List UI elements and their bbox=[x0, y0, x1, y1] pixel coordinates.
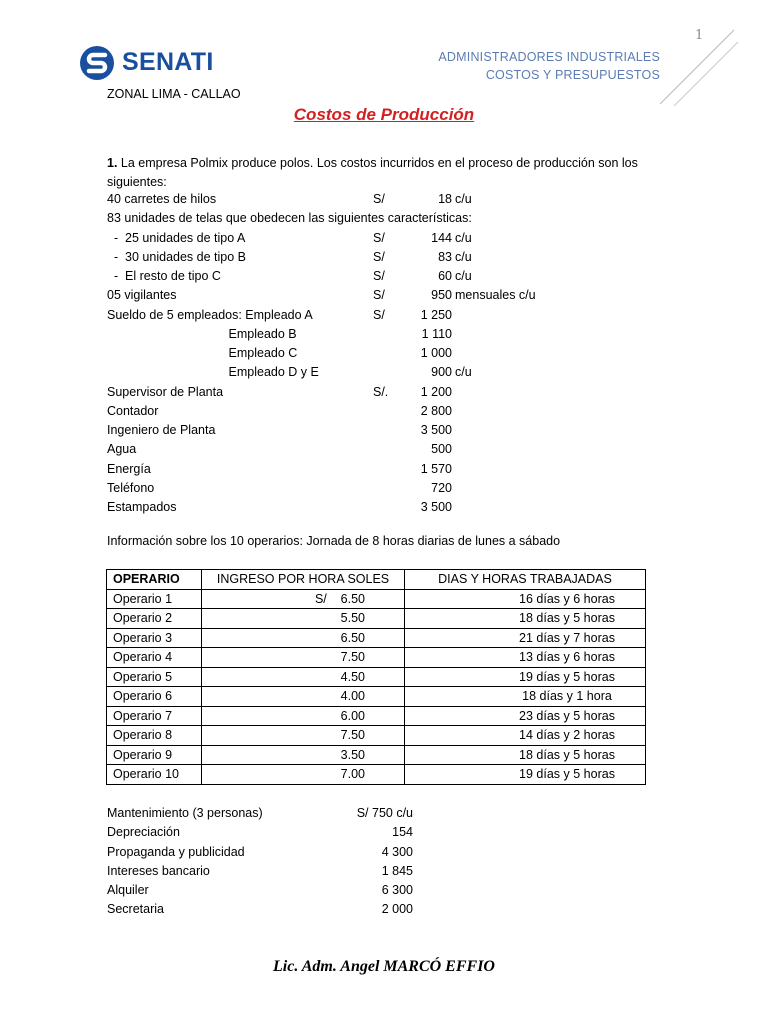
cost-label: - El resto de tipo C bbox=[107, 269, 221, 283]
other-cost-label: Secretaria bbox=[107, 902, 164, 917]
senati-emblem-icon bbox=[78, 44, 116, 82]
cost-label: Sueldo de 5 empleados: Empleado A bbox=[107, 307, 313, 322]
cost-unit: mensuales c/u bbox=[455, 288, 536, 303]
days-hours: 18 días y 5 horas bbox=[405, 609, 646, 629]
hourly-wage bbox=[202, 745, 405, 765]
hourly-wage bbox=[202, 667, 405, 687]
days-hours: 19 días y 5 horas bbox=[405, 765, 646, 785]
hourly-wage-value: 6.00 bbox=[340, 708, 365, 723]
page-title: Costos de Producción bbox=[293, 105, 475, 124]
cost-value: 18 bbox=[438, 192, 452, 206]
cost-row bbox=[0, 345, 768, 364]
cost-value: 1 110 bbox=[421, 326, 452, 341]
problem-statement bbox=[107, 154, 667, 192]
days-hours: 13 días y 6 horas bbox=[405, 648, 646, 668]
operario-name: Operario 7 bbox=[107, 706, 202, 726]
cost-row bbox=[0, 287, 768, 306]
operators-info: Información sobre los 10 operarios: Jornada de 8 horas diarias de lunes a sábado bbox=[107, 534, 561, 548]
hourly-wage bbox=[202, 726, 405, 746]
hourly-wage-value: 7.00 bbox=[340, 767, 365, 782]
cost-row bbox=[0, 441, 768, 460]
cost-value: 1 200 bbox=[420, 384, 452, 399]
cost-label: Agua bbox=[107, 442, 137, 457]
hourly-wage-value: S/ 6.50 bbox=[314, 591, 365, 606]
cost-row bbox=[0, 364, 768, 383]
operario-name: Operario 2 bbox=[107, 609, 202, 629]
problem-number: 1. bbox=[107, 156, 118, 170]
other-cost-label: Propaganda y publicidad bbox=[107, 844, 245, 859]
operario-name: Operario 4 bbox=[107, 648, 202, 668]
other-cost-label: Mantenimiento (3 personas) bbox=[107, 806, 263, 820]
cost-value: 720 bbox=[431, 480, 452, 495]
hourly-wage bbox=[202, 687, 405, 707]
other-cost-row bbox=[0, 805, 768, 824]
cost-row bbox=[0, 384, 768, 403]
cost-label: Estampados bbox=[107, 500, 177, 514]
cost-row bbox=[0, 249, 768, 268]
days-hours: 18 días y 1 hora bbox=[405, 687, 646, 707]
header-course-info bbox=[438, 48, 660, 84]
page-number: 1 bbox=[695, 28, 704, 43]
cost-label: Teléfono bbox=[107, 480, 155, 495]
cost-label: - 25 unidades de tipo A bbox=[107, 230, 246, 245]
cost-unit: c/u bbox=[455, 269, 472, 283]
cost-label: Contador bbox=[107, 403, 159, 418]
other-cost-value: 2 000 bbox=[381, 902, 413, 917]
operario-name: Operario 9 bbox=[107, 745, 202, 765]
cost-value: 144 bbox=[431, 230, 452, 245]
cost-value: 60 bbox=[438, 269, 452, 283]
cost-currency: S/ bbox=[373, 230, 385, 245]
hourly-wage-value: 7.50 bbox=[340, 728, 365, 743]
cost-currency: S/ bbox=[373, 269, 385, 283]
other-cost-label: Intereses bancario bbox=[107, 863, 210, 878]
cost-currency: S/ bbox=[373, 249, 385, 264]
table-row bbox=[107, 609, 646, 629]
hourly-wage-value: 5.50 bbox=[340, 611, 365, 626]
table-row bbox=[107, 745, 646, 765]
author-signature: Lic. Adm. Angel MARCÓ EFFIO bbox=[273, 958, 495, 975]
other-cost-value: S/ 750 c/u bbox=[356, 806, 413, 820]
cost-unit: c/u bbox=[455, 192, 472, 206]
cost-value: 3 500 bbox=[420, 423, 452, 437]
cost-currency: S/ bbox=[373, 288, 385, 303]
header-line-2: COSTOS Y PRESUPUESTOS bbox=[485, 68, 660, 82]
other-cost-value: 6 300 bbox=[381, 883, 413, 897]
cost-row bbox=[0, 191, 768, 210]
other-cost-row bbox=[0, 844, 768, 863]
hourly-wage-value: 6.50 bbox=[340, 630, 365, 645]
cost-currency: S/ bbox=[373, 307, 385, 322]
hourly-wage-value: 4.00 bbox=[340, 689, 365, 704]
table-row bbox=[107, 706, 646, 726]
operario-name: Operario 10 bbox=[107, 765, 202, 785]
cost-unit: c/u bbox=[455, 249, 472, 264]
hourly-wage-value: 3.50 bbox=[340, 747, 365, 762]
days-hours: 14 días y 2 horas bbox=[405, 726, 646, 746]
cost-value: 900 bbox=[431, 365, 452, 380]
cost-row bbox=[0, 230, 768, 249]
cost-label: 05 vigilantes bbox=[107, 288, 177, 303]
cost-row bbox=[0, 326, 768, 345]
days-hours: 16 días y 6 horas bbox=[405, 589, 646, 609]
days-hours: 19 días y 5 horas bbox=[405, 667, 646, 687]
hourly-wage bbox=[202, 609, 405, 629]
cost-row bbox=[0, 268, 768, 287]
senati-logo bbox=[78, 44, 214, 82]
days-hours: 23 días y 5 horas bbox=[405, 706, 646, 726]
other-cost-row bbox=[0, 901, 768, 920]
cost-row bbox=[0, 210, 768, 229]
cost-currency: S/. bbox=[373, 384, 389, 399]
cost-list bbox=[0, 191, 768, 518]
cost-value: 3 500 bbox=[420, 500, 452, 514]
hourly-wage-value: 4.50 bbox=[340, 669, 365, 684]
table-row bbox=[107, 628, 646, 648]
header-line-1: ADMINISTRADORES INDUSTRIALES bbox=[438, 50, 660, 64]
cost-value: 1 570 bbox=[420, 461, 452, 476]
hourly-wage bbox=[202, 648, 405, 668]
cost-row bbox=[0, 499, 768, 518]
cost-label: Empleado B bbox=[107, 326, 297, 341]
cost-currency: S/ bbox=[373, 192, 385, 206]
other-cost-row bbox=[0, 863, 768, 882]
table-row bbox=[107, 589, 646, 609]
hourly-wage-value: 7.50 bbox=[340, 650, 365, 665]
operario-name: Operario 1 bbox=[107, 589, 202, 609]
cost-value: 83 bbox=[438, 249, 452, 264]
other-costs-list bbox=[0, 805, 768, 921]
cost-value: 950 bbox=[431, 288, 452, 303]
operario-name: Operario 5 bbox=[107, 667, 202, 687]
table-row bbox=[107, 726, 646, 746]
table-row bbox=[107, 648, 646, 668]
cost-label: - 30 unidades de tipo B bbox=[107, 249, 246, 264]
header-ingreso: INGRESO POR HORA SOLES bbox=[202, 570, 405, 590]
cost-value: 1 250 bbox=[420, 307, 452, 322]
hourly-wage bbox=[202, 765, 405, 785]
cost-row bbox=[0, 422, 768, 441]
other-cost-row bbox=[0, 824, 768, 843]
cost-row bbox=[0, 461, 768, 480]
days-hours: 21 días y 7 horas bbox=[405, 628, 646, 648]
header-dias-horas: DIAS Y HORAS TRABAJADAS bbox=[405, 570, 646, 590]
operators-table bbox=[106, 569, 646, 785]
operario-name: Operario 6 bbox=[107, 687, 202, 707]
cost-label: Empleado C bbox=[107, 346, 298, 360]
cost-value: 2 800 bbox=[420, 403, 452, 418]
cost-row bbox=[0, 480, 768, 499]
cost-value: 500 bbox=[431, 442, 452, 457]
cost-label: Empleado D y E bbox=[107, 365, 319, 380]
other-cost-value: 154 bbox=[392, 825, 413, 840]
logo-text: SENATI bbox=[122, 48, 214, 76]
cost-label: 40 carretes de hilos bbox=[107, 192, 217, 206]
other-cost-label: Depreciación bbox=[107, 825, 180, 840]
cost-label: Ingeniero de Planta bbox=[107, 423, 216, 437]
cost-row bbox=[0, 307, 768, 326]
hourly-wage bbox=[202, 706, 405, 726]
header-operario: OPERARIO bbox=[107, 570, 202, 590]
cost-label: Supervisor de Planta bbox=[107, 384, 224, 399]
operario-name: Operario 3 bbox=[107, 628, 202, 648]
table-header-row bbox=[107, 570, 646, 590]
zonal-label: ZONAL LIMA - CALLAO bbox=[107, 87, 241, 101]
other-cost-label: Alquiler bbox=[107, 883, 149, 897]
table-row bbox=[107, 667, 646, 687]
cost-row bbox=[0, 403, 768, 422]
table-row bbox=[107, 765, 646, 785]
table-row bbox=[107, 687, 646, 707]
operario-name: Operario 8 bbox=[107, 726, 202, 746]
hourly-wage bbox=[202, 589, 405, 609]
cost-unit: c/u bbox=[455, 365, 472, 380]
days-hours: 18 días y 5 horas bbox=[405, 745, 646, 765]
other-cost-value: 1 845 bbox=[381, 863, 413, 878]
problem-text: La empresa Polmix produce polos. Los costos incurridos en el proceso de producción son los siguientes: bbox=[107, 156, 638, 189]
cost-unit: c/u bbox=[455, 230, 472, 245]
other-cost-value: 4 300 bbox=[381, 844, 413, 859]
cost-value: 1 000 bbox=[420, 346, 452, 360]
cost-label: Energía bbox=[107, 461, 151, 476]
other-cost-row bbox=[0, 882, 768, 901]
cost-label: 83 unidades de telas que obedecen las siguientes características: bbox=[107, 211, 472, 226]
hourly-wage bbox=[202, 628, 405, 648]
